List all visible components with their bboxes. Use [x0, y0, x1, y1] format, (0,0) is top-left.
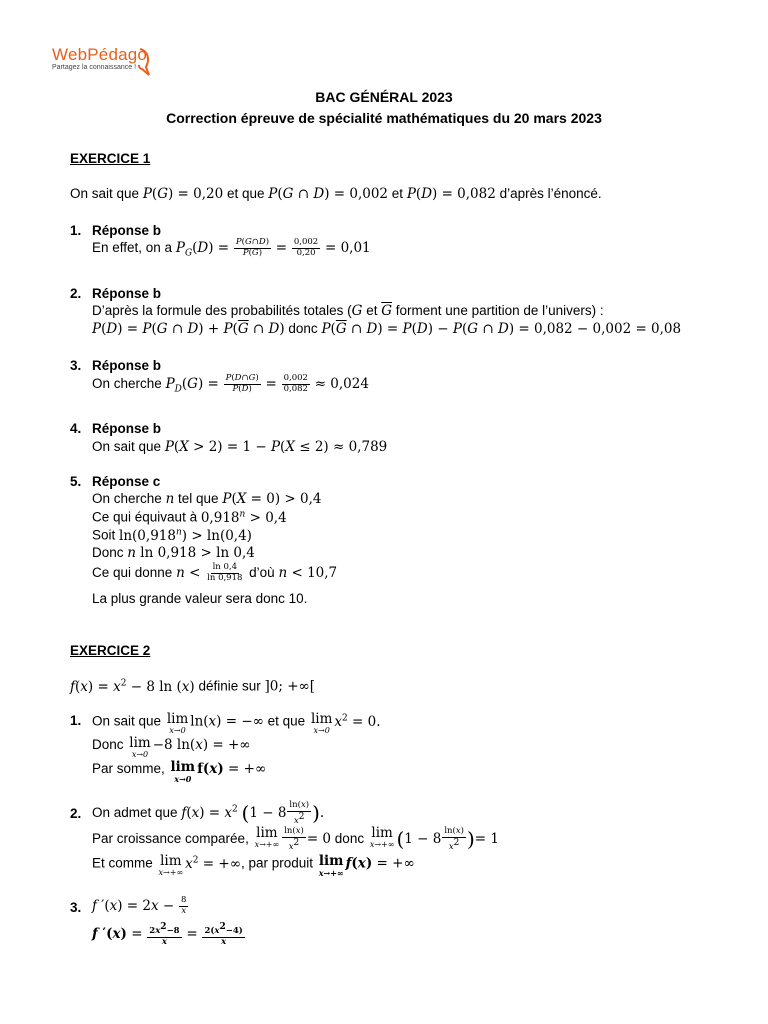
webpedago-logo [52, 45, 147, 71]
ex2-definition: $f(x) = x^2 - 8$ ln (x) définie sur ]0; +∞[ [70, 678, 316, 695]
ex1-q5-number: 5. [70, 474, 82, 489]
ex1-q1-number: 1. [70, 223, 82, 238]
ex1-q2-answer: Réponse b [92, 286, 162, 301]
ex2-q1-line2: Donc lim x→0 −8 ln(x) = +∞ [92, 735, 251, 759]
ex2-q2-line3: Et comme lim x→+∞ $x^2$ = +∞, par produit lim x→+∞ f(x) = +∞ [92, 853, 415, 878]
ex1-q4-answer: Réponse b [92, 421, 162, 436]
ex1-q2-line1: D’après la formule des probabilités totales (G et $\overline{G}$ forment une partition de l’univers) : [92, 303, 604, 319]
ex1-q5-line4: Donc n ln 0,918 > ln 0,4 [92, 545, 255, 561]
ex1-q5-line5: Ce qui donne n < $\frac{\ln 0,4}{\ln 0,918}$ d’où n < 10,7 [92, 562, 338, 583]
ex1-heading: EXERCICE 1 [70, 151, 151, 166]
ex2-q2-line2: Par croissance comparée, lim x→+∞ $\frac{\ln(x)}{x^2}$ = 0 donc lim x→+∞ (1 − 8 $\frac{\ln(x)}{x^2}$ )= 1 [92, 825, 499, 852]
ex2-q1-line3: Par somme, lim x→0 f(x) = +∞ [92, 759, 267, 784]
ex2-q1-line1: On sait que lim x→0 ln(x) = −∞ et que lim x→0 $x^2 = 0$. [92, 711, 381, 735]
ex1-q3-line: On cherche $P_D(G)$ = $\frac{P(D\cap G)}{P(D)}$ = $\frac{0,002}{0,082}$ ≈ 0,024 [92, 373, 369, 395]
ex1-intro: On sait que P(G) = 0,20 et que P(G ∩ D) = 0,002 et P(D) = 0,082 d’après l’énoncé. [70, 186, 602, 202]
ex1-q5-line1: On cherche n tel que P(X = 0) > 0,4 [92, 491, 322, 507]
logo-brand: WebPédago [52, 45, 148, 64]
ex2-q2-number: 2. [70, 806, 82, 821]
ex1-q5-answer: Réponse c [92, 474, 161, 489]
ex1-q1-answer: Réponse b [92, 223, 162, 238]
ex2-q3-number: 3. [70, 900, 82, 915]
ex1-q1-line: En effet, on a $P_G(D)$ = $\frac{P(G\cap D)}{P(G)}$ = $\frac{0,002}{0,20}$ = 0,01 [92, 237, 371, 259]
ex1-q3-answer: Réponse b [92, 358, 162, 373]
page-title: BAC GÉNÉRAL 2023 [315, 89, 453, 105]
ex2-q1-number: 1. [70, 713, 82, 728]
ex1-q5-line2: Ce qui équivaut à $0,918^n > 0,4$ [92, 509, 287, 526]
ex2-q3-line1: f ′(x) = 2x − $\frac{8}{x}$ [92, 895, 187, 916]
ex2-q3-line2: f ′(x) = $\frac{2x^2-8}{x}$ = $\frac{2(x^2-4)}{x}$ [92, 922, 243, 947]
logo-tagline: Partagez la connaissance ! [52, 64, 137, 71]
speech-bubble-icon [138, 47, 152, 77]
ex1-q4-number: 4. [70, 421, 82, 436]
ex1-q2-number: 2. [70, 286, 82, 301]
ex1-q3-number: 3. [70, 358, 82, 373]
ex1-q2-line2: P(D) = P(G ∩ $D) + P(\overline{G}$ ∩ D) donc $P(\overline{G}$ ∩ D) = P(D) − P(G ∩ D) = 0,082 − 0,002 = 0,08 [92, 321, 682, 337]
ex2-q2-line1: On admet que $f(x) = x^2$ (1 − 8 $\frac{\ln(x)}{x^2}$ ). [92, 800, 325, 826]
ex1-q5-line6: La plus grande valeur sera donc 10. [92, 591, 308, 606]
ex1-q4-line: On sait que P(X > 2) = 1 − P(X ≤ 2) ≈ 0,789 [92, 439, 388, 455]
page-subtitle: Correction épreuve de spécialité mathématiques du 20 mars 2023 [166, 110, 602, 126]
ex1-q5-line3: Soit $\ln(0,918^n) > \ln(0,4)$ [92, 527, 252, 544]
ex2-heading: EXERCICE 2 [70, 643, 151, 658]
